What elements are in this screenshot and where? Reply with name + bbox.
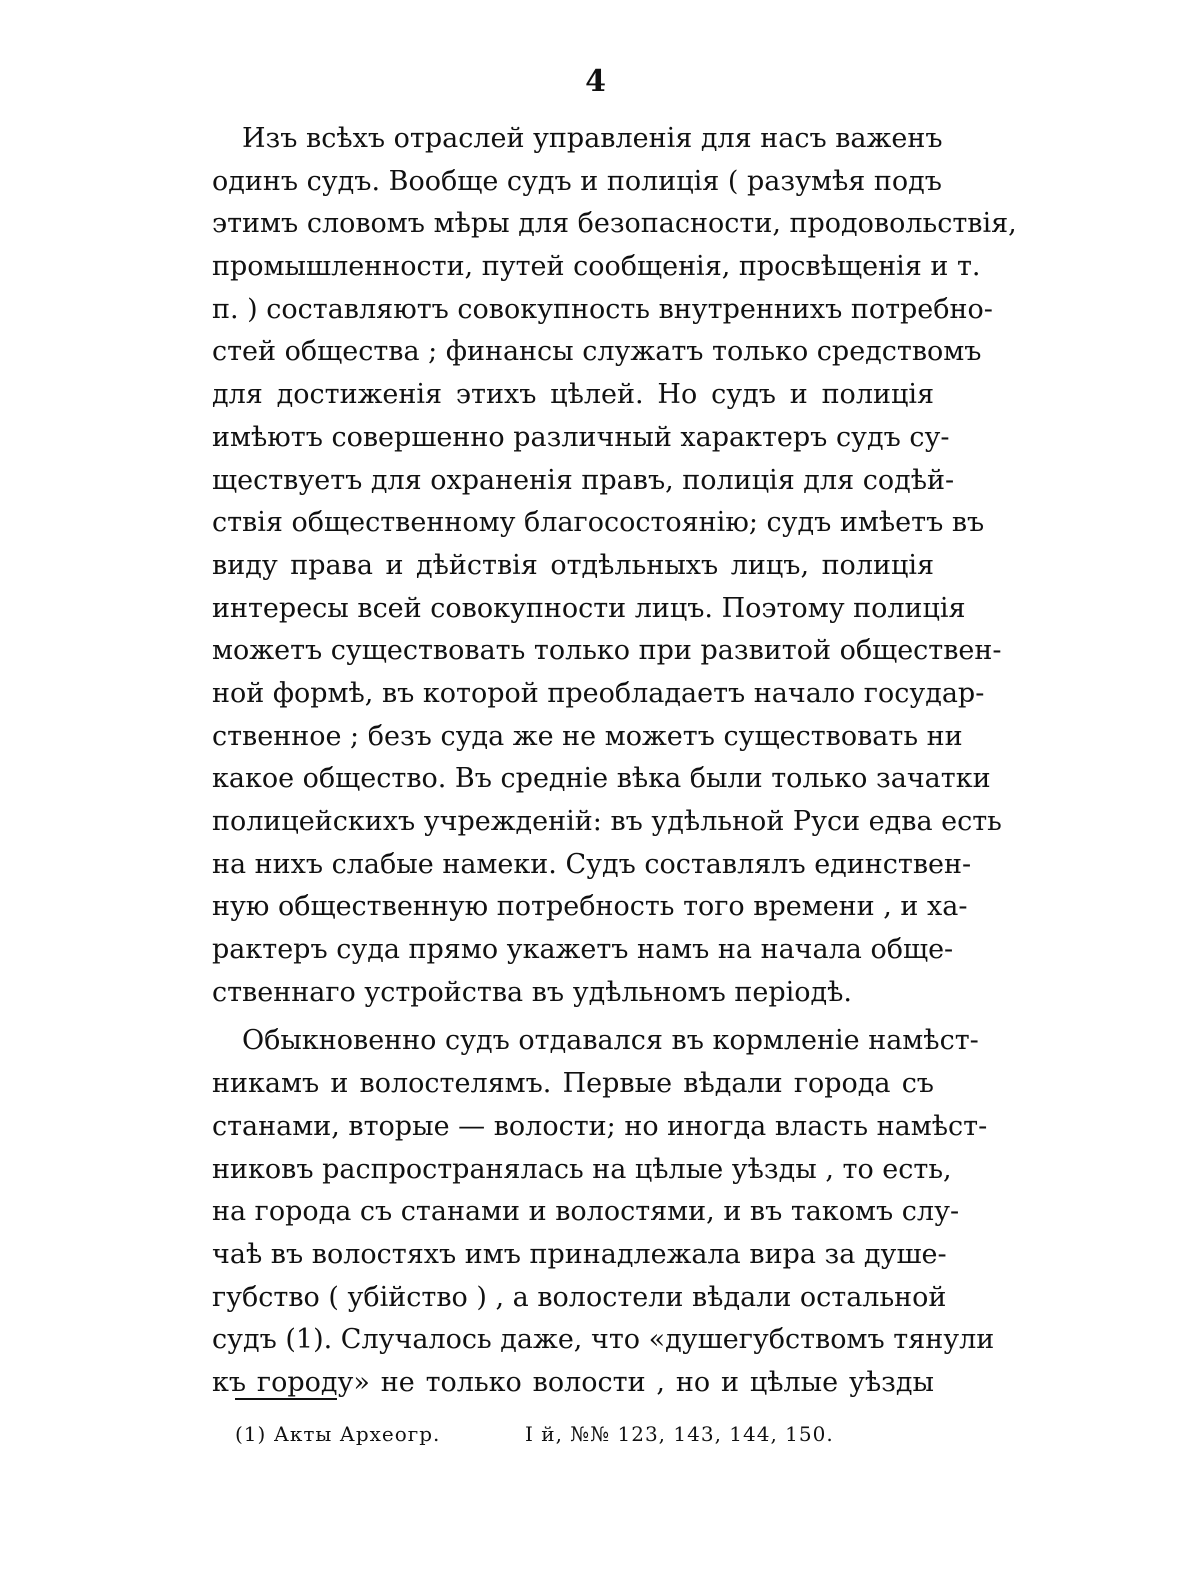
text-line: ществуетъ для охраненія правъ, полиція для содѣй- — [212, 464, 955, 496]
text-line: ственное ; безъ суда же не можетъ существовать ни — [212, 720, 963, 752]
text-line: полицейскихъ учрежденій: въ удѣльной Руси едва есть — [212, 806, 1002, 837]
footnote — [235, 1422, 834, 1446]
paragraph — [212, 1020, 995, 1404]
text-line: можетъ существовать только при развитой обществен- — [212, 635, 1002, 667]
text-line: ной формѣ, въ которой преобладаетъ начало государ- — [212, 677, 985, 709]
text-line: для достиженія этихъ цѣлей. Но судъ и полиція — [212, 379, 934, 411]
text-line: имѣютъ совершенно различный характеръ судъ су- — [212, 421, 950, 453]
page-number: 4 — [585, 64, 606, 99]
text-line: судъ (1). Случалось даже, что «душегубствомъ тянули — [212, 1324, 995, 1356]
text-line: станами, вторые — волости; но иногда власть намѣст- — [212, 1110, 988, 1142]
footnote-marker: (1) Акты Археогр. — [235, 1422, 441, 1446]
footnote-divider — [235, 1398, 337, 1400]
text-line: чаѣ въ волостяхъ имъ принадлежала вира за душе- — [212, 1238, 947, 1270]
text-line: никамъ и волостелямъ. Первые вѣдали города съ — [212, 1068, 934, 1100]
text-line: ственнаго устройства въ удѣльномъ періодѣ. — [212, 976, 852, 1008]
text-line: Обыкновенно судъ отдавался въ кормленіе намѣст- — [242, 1025, 979, 1057]
text-line: интересы всей совокупности лицъ. Поэтому полиція — [212, 592, 966, 624]
text-line: на города съ станами и волостями, и въ такомъ слу- — [212, 1196, 960, 1228]
footnote-reference: I й, №№ 123, 143, 144, 150. — [525, 1422, 834, 1446]
text-line: на нихъ слабые намеки. Судъ составлялъ единствен- — [212, 848, 972, 880]
text-line: какое общество. Въ средніе вѣка были только зачатки — [212, 763, 991, 795]
text-line: никовъ распространялась на цѣлые уѣзды , то есть, — [212, 1153, 952, 1185]
text-line: рактеръ суда прямо укажетъ намъ на начала обще- — [212, 934, 954, 966]
text-line: ную общественную потребность того времени , и ха- — [212, 891, 968, 923]
text-line: Изъ всѣхъ отраслей управленія для насъ важенъ — [242, 123, 943, 154]
body-text — [212, 118, 1017, 1405]
text-line: этимъ словомъ мѣры для безопасности, продовольствія, — [212, 208, 1017, 240]
text-line: одинъ судъ. Вообще судъ и полиція ( разумѣя подъ — [212, 165, 942, 197]
text-line: губство ( убійство ) , а волостели вѣдали остальной — [212, 1281, 947, 1313]
text-line: промышленности, путей сообщенія, просвѣщенія и т. — [212, 251, 981, 283]
text-line: виду права и дѣйствія отдѣльныхъ лицъ, полиція — [212, 549, 934, 581]
text-line: къ городу» не только волости , но и цѣлые уѣзды — [212, 1366, 934, 1398]
text-line: стей общества ; финансы служатъ только средствомъ — [212, 336, 982, 368]
paragraph — [212, 118, 1017, 1014]
text-line: п. ) составляютъ совокупность внутреннихъ потребно- — [212, 293, 993, 325]
text-line: ствія общественному благосостоянію; судъ имѣетъ въ — [212, 507, 985, 539]
